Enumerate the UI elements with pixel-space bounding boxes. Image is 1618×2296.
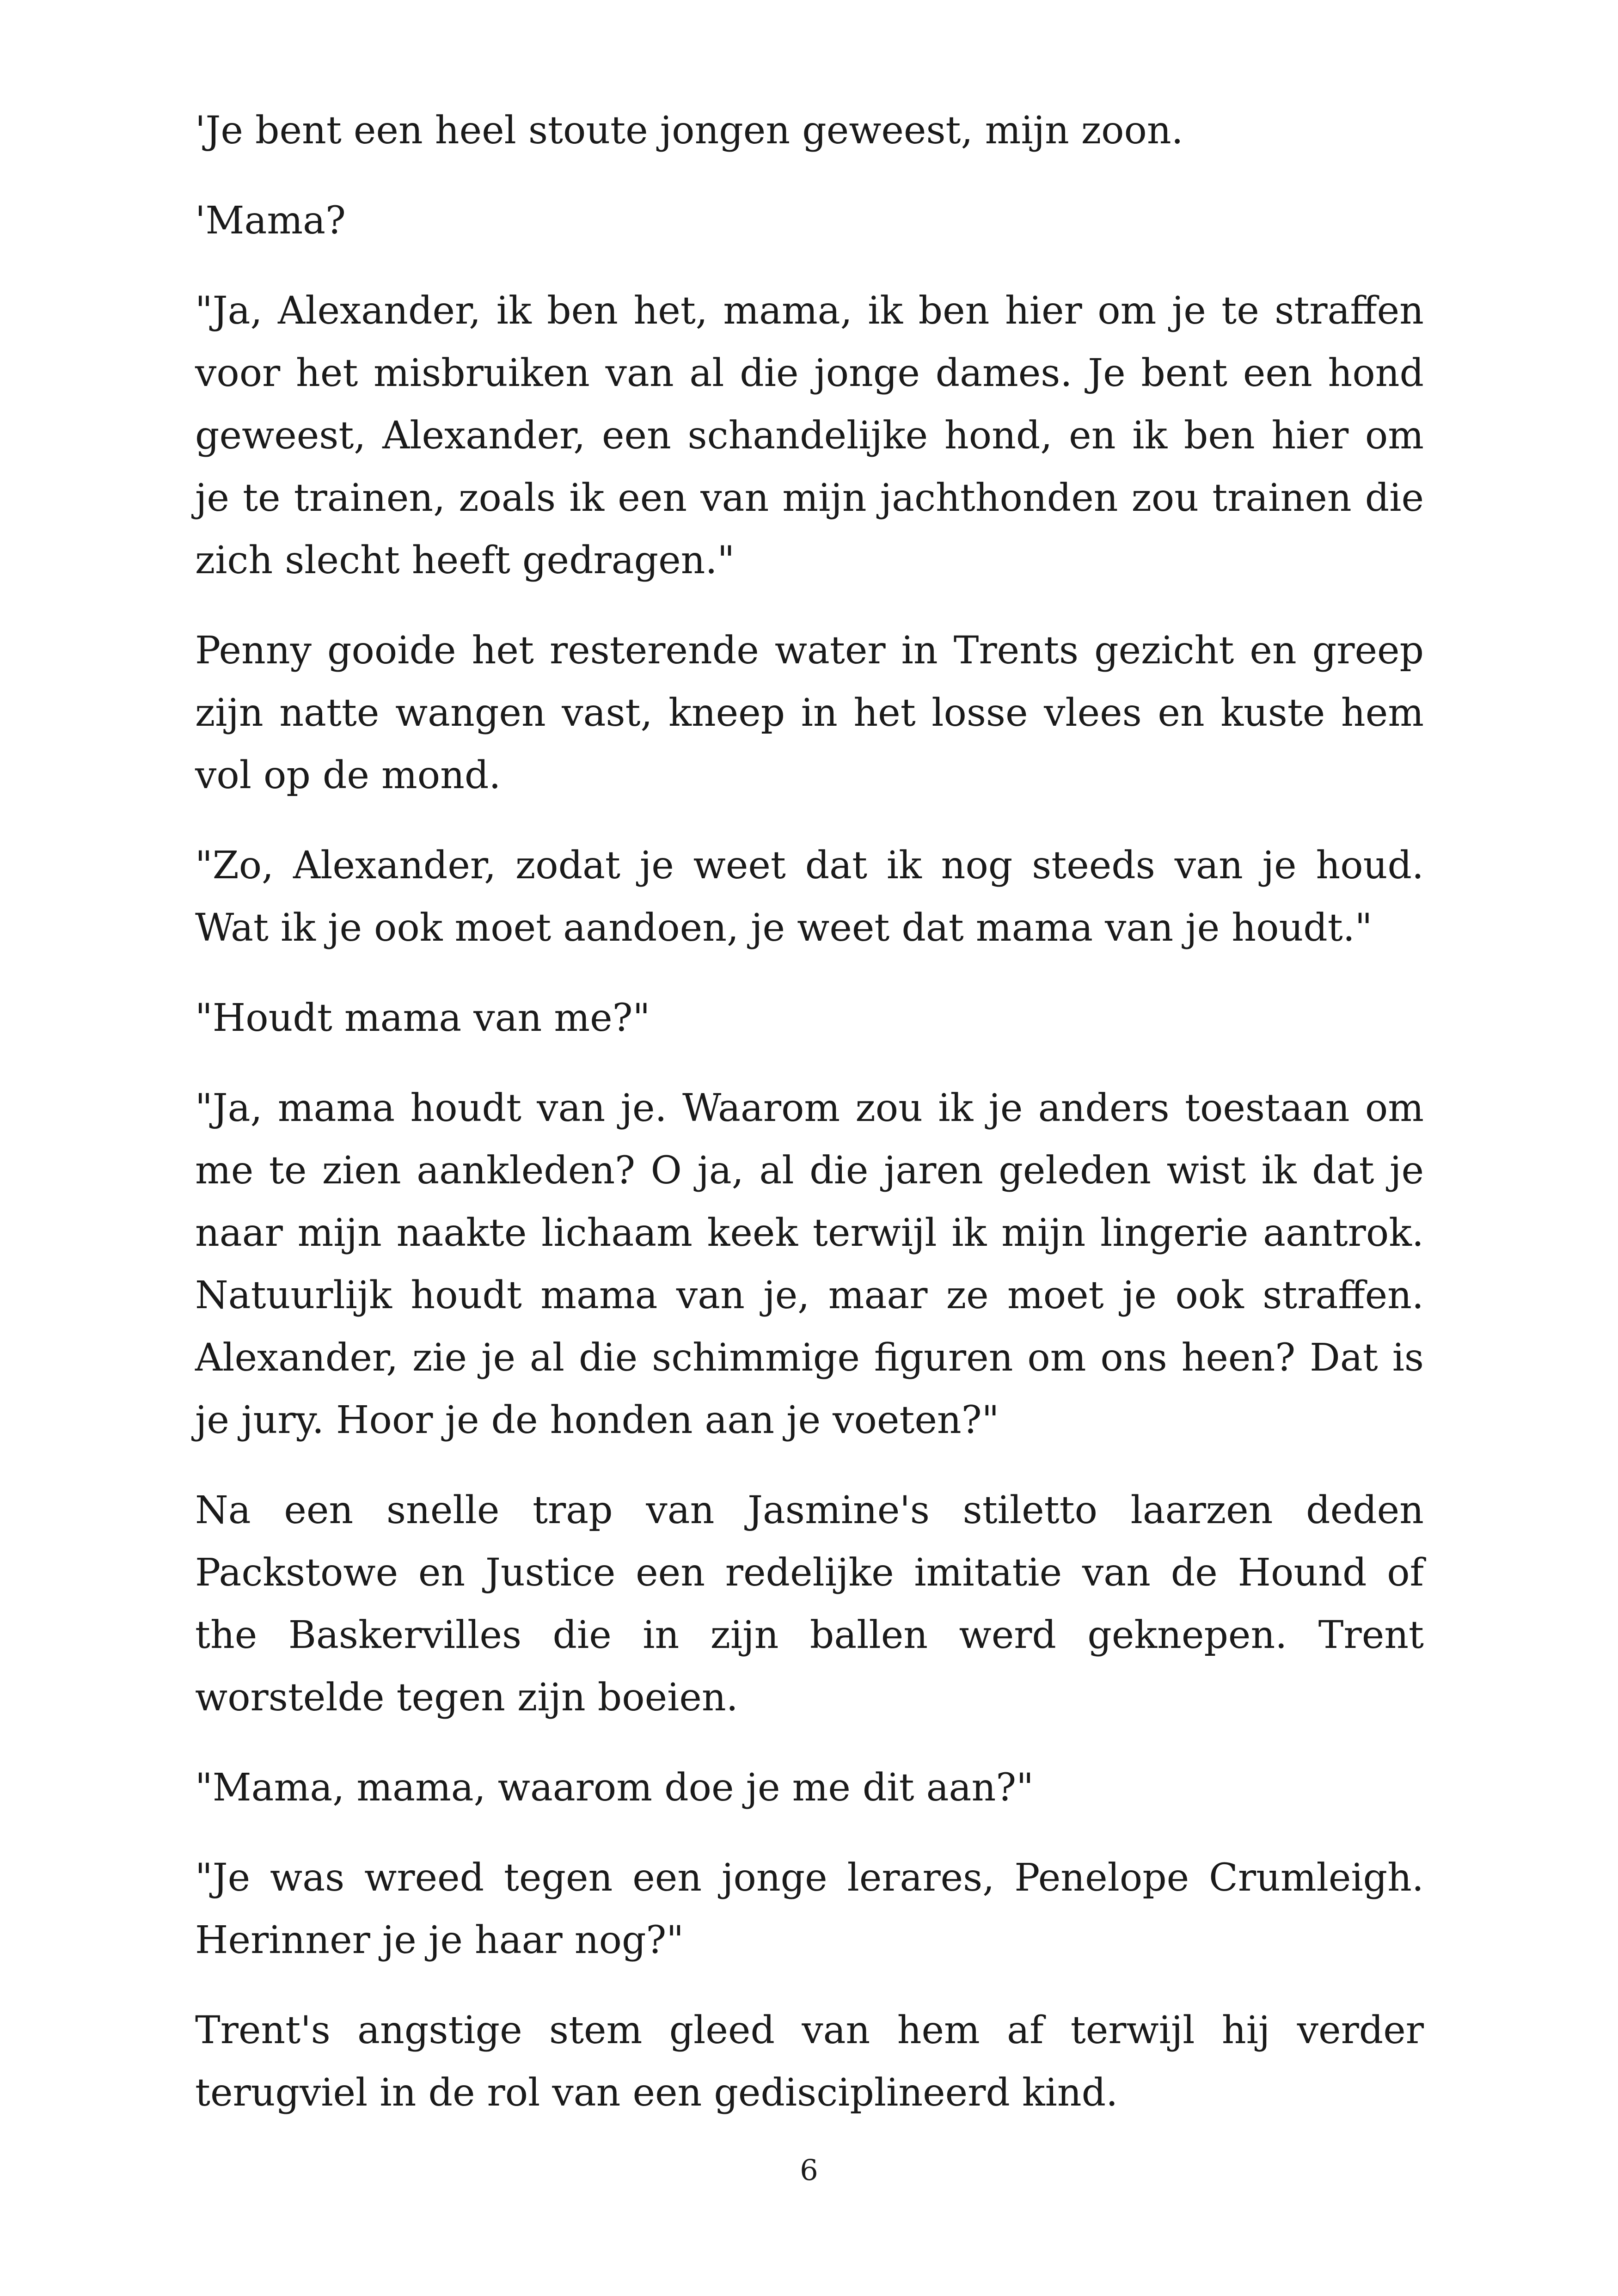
paragraph: "Ja, Alexander, ik ben het, mama, ik ben hier om je te straffen voor het misbruiken van al die jonge dames. Je bent een hond geweest, Alexander, een schandelijke hond, en ik ben hier om je te trainen, zoals ik een van mijn jachthonden zou trainen die zich slecht heeft gedragen." [195, 289, 1424, 582]
paragraph: Trent's angstige stem gleed van hem af terwijl hij verder terugviel in de rol van een gedisciplineerd kind. [195, 2008, 1424, 2115]
paragraph: "Ja, mama houdt van je. Waarom zou ik je anders toestaan om me te zien aankleden? O ja, al die jaren geleden wist ik dat je naar mijn naakte lichaam keek terwijl ik mijn lingerie aantrok. Natuurlijk houdt mama van je, maar ze moet je ook straffen. Alexander, zie je al die schimmige figuren om ons heen? Dat is je jury. Hoor je de honden aan je voeten?" [195, 1086, 1424, 1442]
paragraph: "Zo, Alexander, zodat je weet dat ik nog steeds van je houd. Wat ik je ook moet aandoen, je weet dat mama van je houdt." [195, 844, 1424, 950]
paragraph: Na een snelle trap van Jasmine's stiletto laarzen deden Packstowe en Justice een redelijke imitatie van de Hound of the Baskervilles die in zijn ballen werd geknepen. Trent worstelde tegen zijn boeien. [195, 1488, 1424, 1720]
paragraph: "Je was wreed tegen een jonge lerares, Penelope Crumleigh. Herinner je je haar nog?" [195, 1856, 1424, 1962]
paragraph: 'Mama? [195, 199, 346, 243]
paragraph: "Houdt mama van me?" [195, 996, 650, 1040]
paragraph: "Mama, mama, waarom doe je me dit aan?" [195, 1766, 1034, 1810]
paragraph: Penny gooide het resterende water in Trents gezicht en greep zijn natte wangen vast, kneep in het losse vlees en kuste hem vol op de mond. [195, 629, 1424, 797]
paragraph: 'Je bent een heel stoute jongen geweest, mijn zoon. [195, 109, 1183, 153]
page-number: 6 [800, 2153, 818, 2187]
body-text [195, 99, 1424, 2152]
